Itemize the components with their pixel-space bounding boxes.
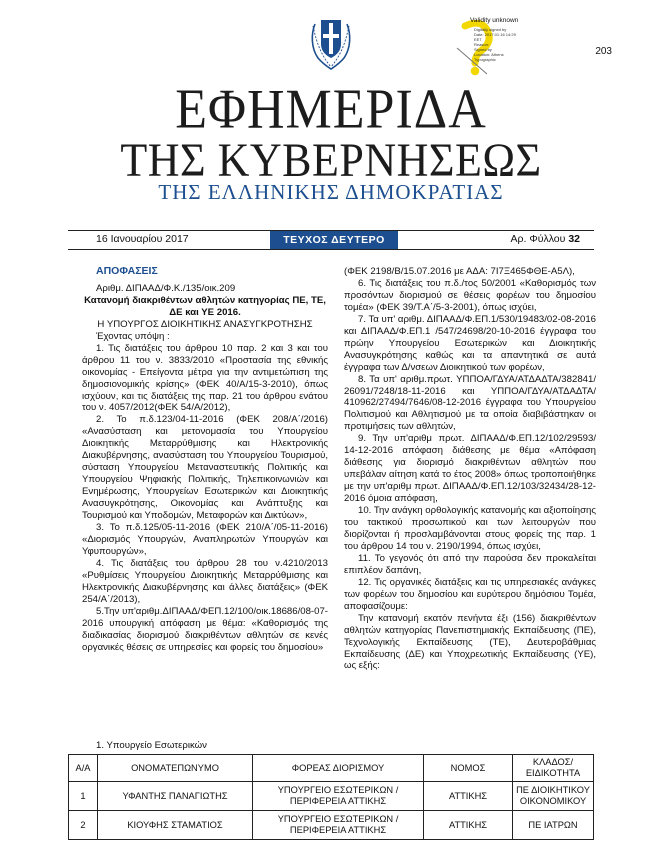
allocation-statement: Την κατανομή εκατόν πενήντα έξι (156) διακριθέντων αθλητών κατηγορίας Πανεπιστημιακής Εκπαίδευσης (ΠΕ), Τεχνολογικής Εκπαίδευσης (ΤΕ), Δευτεροβάθμιας Εκπαίδευσης (ΔΕ) και Υποχρεωτικής Εκπαίδευσης (ΥΕ), ως εξής: [344,612,596,672]
table-header-row [69,755,594,782]
signature-detail-line: Location: Athens [474,52,504,57]
section-heading: ΑΠΟΦΑΣΕΙΣ [96,265,158,277]
table-row [69,811,594,840]
table-row [69,782,594,811]
cell-specialty: ΠΕ ΙΑΤΡΩΝ [513,811,594,840]
cell-prefecture: ΑΤΤΙΚΗΣ [424,782,513,811]
column-header-name: ΟΝΟΜΑΤΕΠΩΝΥΜΟ [98,755,253,782]
athlete-allocation-table [68,754,594,840]
signature-detail-line: Typographic [474,57,496,62]
considerations-paragraph: 3. Το π.δ.125/05-11-2016 (ΦΕΚ 210/Α΄/05-11-2016) «Διορισμός Υπουργών, Αναπληρωτών Υπουργών και Υφυπουργών», [82,522,328,557]
considerations-paragraph: 6. Τις διατάξεις του π.δ./τος 50/2001 «Καθορισμός των προσόντων διορισμού σε θέσεις φορέων του δημοσίου τομέα» (ΦΕΚ 39/Τ.Α΄/5-3-2001), όπως ισχύει, [344,277,596,313]
cell-org: ΥΠΟΥΡΓΕΙΟ ΕΣΩΤΕΡΙΚΩΝ / ΠΕΡΙΦΕΡΕΙΑ ΑΤΤΙΚΗΣ [253,811,424,840]
intro-line: Έχοντας υπόψη : [96,330,170,342]
digital-signature-stamp[interactable] [440,16,555,78]
considerations-paragraph: 7. Τα υπ' αριθμ. ΔΙΠΑΑΔ/Φ.ΕΠ.1/530/19483/02-08-2016 και ΔΙΠΑΑΔ/Φ.ΕΠ.1 /547/24698/20-10-2016 έγγραφα του πρώην Υπουργείου Εσωτερικών και Διοικητικής Ανασυγκρότησης καθώς και τα απαντητικά σε αυτά έγγραφα των Δ/νσεων Διοικητικού των φορέων, [344,313,596,373]
cell-specialty: ΠΕ ΔΙΟΙΚΗΤΙΚΟΥ ΟΙΚΟΝΟΜΙΚΟΥ [513,782,594,811]
column-header-specialty: ΚΛΑΔΟΣ/ ΕΙΔΙΚΟΤΗΤΑ [513,755,594,782]
cell-prefecture: ΑΤΤΙΚΗΣ [424,811,513,840]
considerations-paragraph: 8. Τα υπ' αριθμ.πρωτ. ΥΠΠΟΑ/ΓΔΥΑ/ΑΤΔΑΔΤΑ/382841/ 26091/7248/18-11-2016 και ΥΠΠΟΑ/ΓΔΥΑ/ΑΤΔΑΔΤΑ/ 410962/27494/7646/08-12-2016 έγγραφα του Υπουργείου Πολιτισμού και Αθλητισμού με τα οποία διαβιβάστηκαν οι προτιμήσεις των αθλητών, [344,373,596,433]
decision-number: Αριθμ. ΔΙΠΑΑΔ/Φ.Κ./135/οικ.209 [96,282,236,294]
signature-detail-line: Signed by [474,47,492,52]
signature-detail-line: Date: 2017.01.16 14:29 [474,32,516,37]
sheet-number-block [511,233,580,245]
considerations-paragraph: 10. Την ανάγκη ορθολογικής κατανομής και αξιοποίησης του τακτικού προσωπικού και των λειτουργών που διορίζονται ή προσλαμβάνονται στους φορείς της παρ. 1 του άρθρου 14 του ν. 2190/1994, όπως ισχύει, [344,505,596,552]
cell-name: ΚΙΟΥΦΗΣ ΣΤΑΜΑΤΙΟΣ [98,811,253,840]
decision-title: Κατανομή διακριθέντων αθλητών κατηγορίας ΠΕ, ΤΕ, ΔΕ και ΥΕ 2016. [84,294,326,318]
gazette-title-line-2: ΤΗΣ ΚΥΒΕΡΝΗΣΕΩΣ [120,134,542,187]
column-header-org: ΦΟΡΕΑΣ ΔΙΟΡΙΣΜΟΥ [253,755,424,782]
cell-aa: 2 [69,811,98,840]
issue-series-label: ΤΕΥΧΟΣ ΔΕΥΤΕΡΟ [270,231,398,249]
right-text-column [344,266,596,672]
column-header-prefecture: ΝΟΜΟΣ [424,755,513,782]
sheet-number-label: Αρ. Φύλλου [510,233,566,245]
considerations-paragraph: 9. Την υπ'αριθμ πρωτ. ΔΙΠΑΑΔ/Φ.ΕΠ.12/102/29593/ 14-12-2016 απόφαση διάθεσης με θέμα «Απόφαση διάθεσης για διορισμό διακριθέντων αθλητών που υπεβάλαν αίτηση κατά το έτος 2008» όπως τροποποιήθηκε με την υπ'αριθμ πρωτ. ΔΙΠΑΑΔ/Φ.ΕΠ.12/103/32434/28-12-2016 όμοια απόφαση, [344,433,596,505]
considerations-paragraph: (ΦΕΚ 2198/Β/15.07.2016 με ΑΔΑ: 7Ι7Ξ465ΦΘΕ-Α5Λ), [344,266,575,277]
issue-info-bar [68,230,594,250]
considerations-paragraph: 5.Την υπ'αριθμ.ΔΙΠΑΑΔ/ΦΕΠ.12/100/οικ.18686/08-07-2016 υπουργική απόφαση με θέμα: «Καθορισμός της διαδικασίας διορισμού διακριθέντων αθλητών σε κενές οργανικές θέσεις σε υπηρεσίες και φορείς του δημοσίου» [82,605,328,653]
signature-detail-line: EET [474,37,482,42]
cell-name: ΥΦΑΝΤΗΣ ΠΑΝΑΓΙΩΤΗΣ [98,782,253,811]
issue-date: 16 Ιανουαρίου 2017 [96,233,189,245]
considerations-paragraph: 4. Τις διατάξεις του άρθρου 28 του ν.4210/2013 «Ρυθμίσεις Υπουργείου Διοικητικής Μεταρρύθμισης και Ηλεκτρονικής Διακυβέρνησης και άλλες διατάξεις» (ΦΕΚ 254/Α΄/2013), [82,557,328,605]
page-number: 203 [595,46,612,57]
signature-detail-line: Reason: [474,42,489,47]
considerations-paragraph: 2. Το π.δ.123/04-11-2016 (ΦΕΚ 208/Α΄/2016) «Ανασύσταση και μετονομασία του Υπουργείου Διοικητικής Μεταρρύθμισης και Ηλεκτρονικής Διακυβέρνησης, ανασύσταση του Υπουργείου Τουρισμού, σύσταση Υπουργείου Μεταναστευτικής Πολιτικής και Υπουργείου Ψηφιακής Πολιτικής, Τηλεπικοινωνιών και Ενημέρωσης, Υπουργείων Εσωτερικών και Διοικητικής Ανασυγκρότησης, Οικονομίας και Ανάπτυξης και Τουρισμού και Υποδομών, Μεταφορών και Δικτύων», [82,414,328,522]
signature-detail-line: Digitally signed by [474,27,507,32]
considerations-paragraph: 1. Τις διατάξεις του άρθρου 10 παρ. 2 και 3 και του άρθρου 11 του ν. 3833/2010 «Προστασία της εθνικής οικονομίας - Επείγοντα μέτρα για την αντιμετώπιση της δημοσιονομικής κρίσης» (ΦΕΚ 40/Α/15-3-2010), όπως ισχύουν, και τις διατάξεις της παρ. 21 του άρθρου ενάτου του ν. 4057/2012(ΦΕΚ 54/Α/2012), [82,342,328,414]
ministry-section-label: 1. Υπουργείο Εσωτερικών [96,740,207,751]
considerations-paragraph: 11. Το γεγονός ότι από την παρούσα δεν προκαλείται επιπλέον δαπάνη, [344,552,596,576]
column-header-aa: Α/Α [69,755,98,782]
considerations-paragraph: 12. Τις οργανικές διατάξεις και τις υπηρεσιακές ανάγκες των φορέων του δημοσίου και ευρύτερου δημόσιου Τομέα, αποφασίζουμε: [344,576,596,612]
left-text-column [82,266,328,654]
issuing-authority: Η ΥΠΟΥΡΓΟΣ ΔΙΟΙΚΗΤΙΚΗΣ ΑΝΑΣΥΓΚΡΟΤΗΣΗΣ [97,318,313,330]
gazette-subtitle: ΤΗΣ ΕΛΛΗΝΙΚΗΣ ΔΗΜΟΚΡΑΤΙΑΣ [158,180,504,204]
cell-aa: 1 [69,782,98,811]
signature-validity-label: Validity unknown [470,17,519,24]
sheet-number: 32 [568,233,580,245]
gazette-title-line-1: ΕΦΗΜΕΡΙΔΑ [175,78,487,141]
cell-org: ΥΠΟΥΡΓΕΙΟ ΕΣΩΤΕΡΙΚΩΝ / ΠΕΡΙΦΕΡΕΙΑ ΑΤΤΙΚΗΣ [253,782,424,811]
greek-coat-of-arms-emblem [308,14,354,70]
